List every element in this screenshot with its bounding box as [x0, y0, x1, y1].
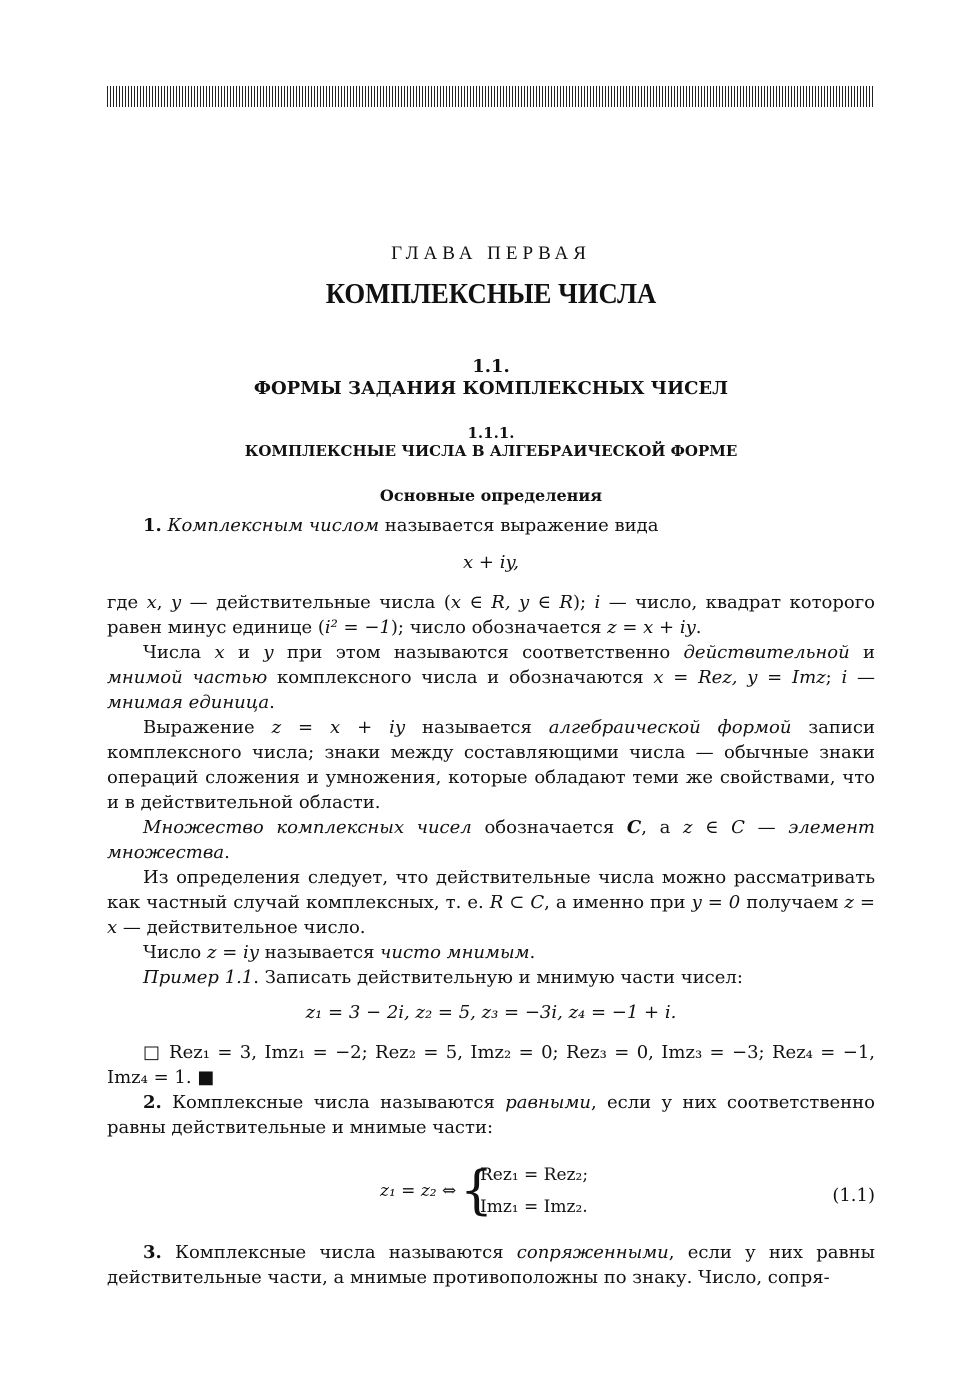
- chapter-label: ГЛАВА ПЕРВАЯ: [391, 243, 591, 264]
- paragraph-3: Числа x и y при этом называются соответственно действительной и мнимой частью комплексного числа и обозначаются x = Rez, y = Imz; i — мнимая единица.: [107, 642, 875, 713]
- formula-example-numbers: z₁ = 3 − 2i, z₂ = 5, z₃ = −3i, z₄ = −1 + i.: [305, 1002, 677, 1023]
- subsection-number: 1.1.1.: [467, 424, 515, 442]
- paragraph-2: где x, y — действительные числа (x ∈ R, y ∈ R); i — число, квадрат которого равен минус единице (i² = −1); число обозначается z = x + iy.: [107, 592, 876, 638]
- paragraph-example: Пример 1.1. Записать действительную и мнимую части чисел:: [143, 967, 743, 988]
- subheading: Основные определения: [379, 486, 603, 505]
- paragraph-4: Выражение z = x + iy называется алгебраической формой записи комплексного числа; знаки между составляющими числа — обычные знаки операций сложения и умножения, которые обладают теми же свойствами, что и в действительной области.: [107, 717, 875, 813]
- section-number: 1.1.: [472, 356, 510, 377]
- header-decorative-bar: [107, 86, 875, 107]
- paragraph-2-equal: 2. Комплексные числа называются равными, если у них соответственно равны действительные и мнимые части:: [107, 1092, 875, 1138]
- section-title: ФОРМЫ ЗАДАНИЯ КОМПЛЕКСНЫХ ЧИСЕЛ: [253, 378, 729, 399]
- paragraph-5: Множество комплексных чисел обозначается C, а z ∈ C — элемент множества.: [107, 817, 875, 863]
- subsection-title: КОМПЛЕКСНЫЕ ЧИСЛА В АЛГЕБРАИЧЕСКОЙ ФОРМЕ: [244, 442, 738, 460]
- paragraph-1: 1. Комплексным числом называется выражение вида: [143, 515, 659, 536]
- paragraph-solution: □ Rez₁ = 3, Imz₁ = −2; Rez₂ = 5, Imz₂ = 0; Rez₃ = 0, Imz₃ = −3; Rez₄ = −1, Imz₄ = 1. ■: [107, 1042, 875, 1088]
- formula-algebraic: x + iy,: [463, 552, 519, 573]
- system-line-2: Imz₁ = Imz₂.: [480, 1197, 588, 1217]
- chapter-title: КОМПЛЕКСНЫЕ ЧИСЛА: [325, 278, 657, 310]
- system-lhs: z₁ = z₂ ⇔: [380, 1181, 457, 1201]
- paragraph-7: Число z = iy называется чисто мнимым.: [143, 942, 536, 963]
- paragraph-6: Из определения следует, что действительные числа можно рассматривать как частный случай комплексных, т. е. R ⊂ C, а именно при y = 0 получаем z = x — действительное число.: [107, 867, 875, 938]
- system-brace: {: [460, 1161, 494, 1221]
- system-line-1: Rez₁ = Rez₂;: [480, 1165, 589, 1185]
- paragraph-3-conjugate: 3. Комплексные числа называются сопряженными, если у них равны действительные части, а мнимые противоположны по знаку. Число, сопря-: [107, 1242, 875, 1288]
- equation-number: (1.1): [832, 1185, 875, 1206]
